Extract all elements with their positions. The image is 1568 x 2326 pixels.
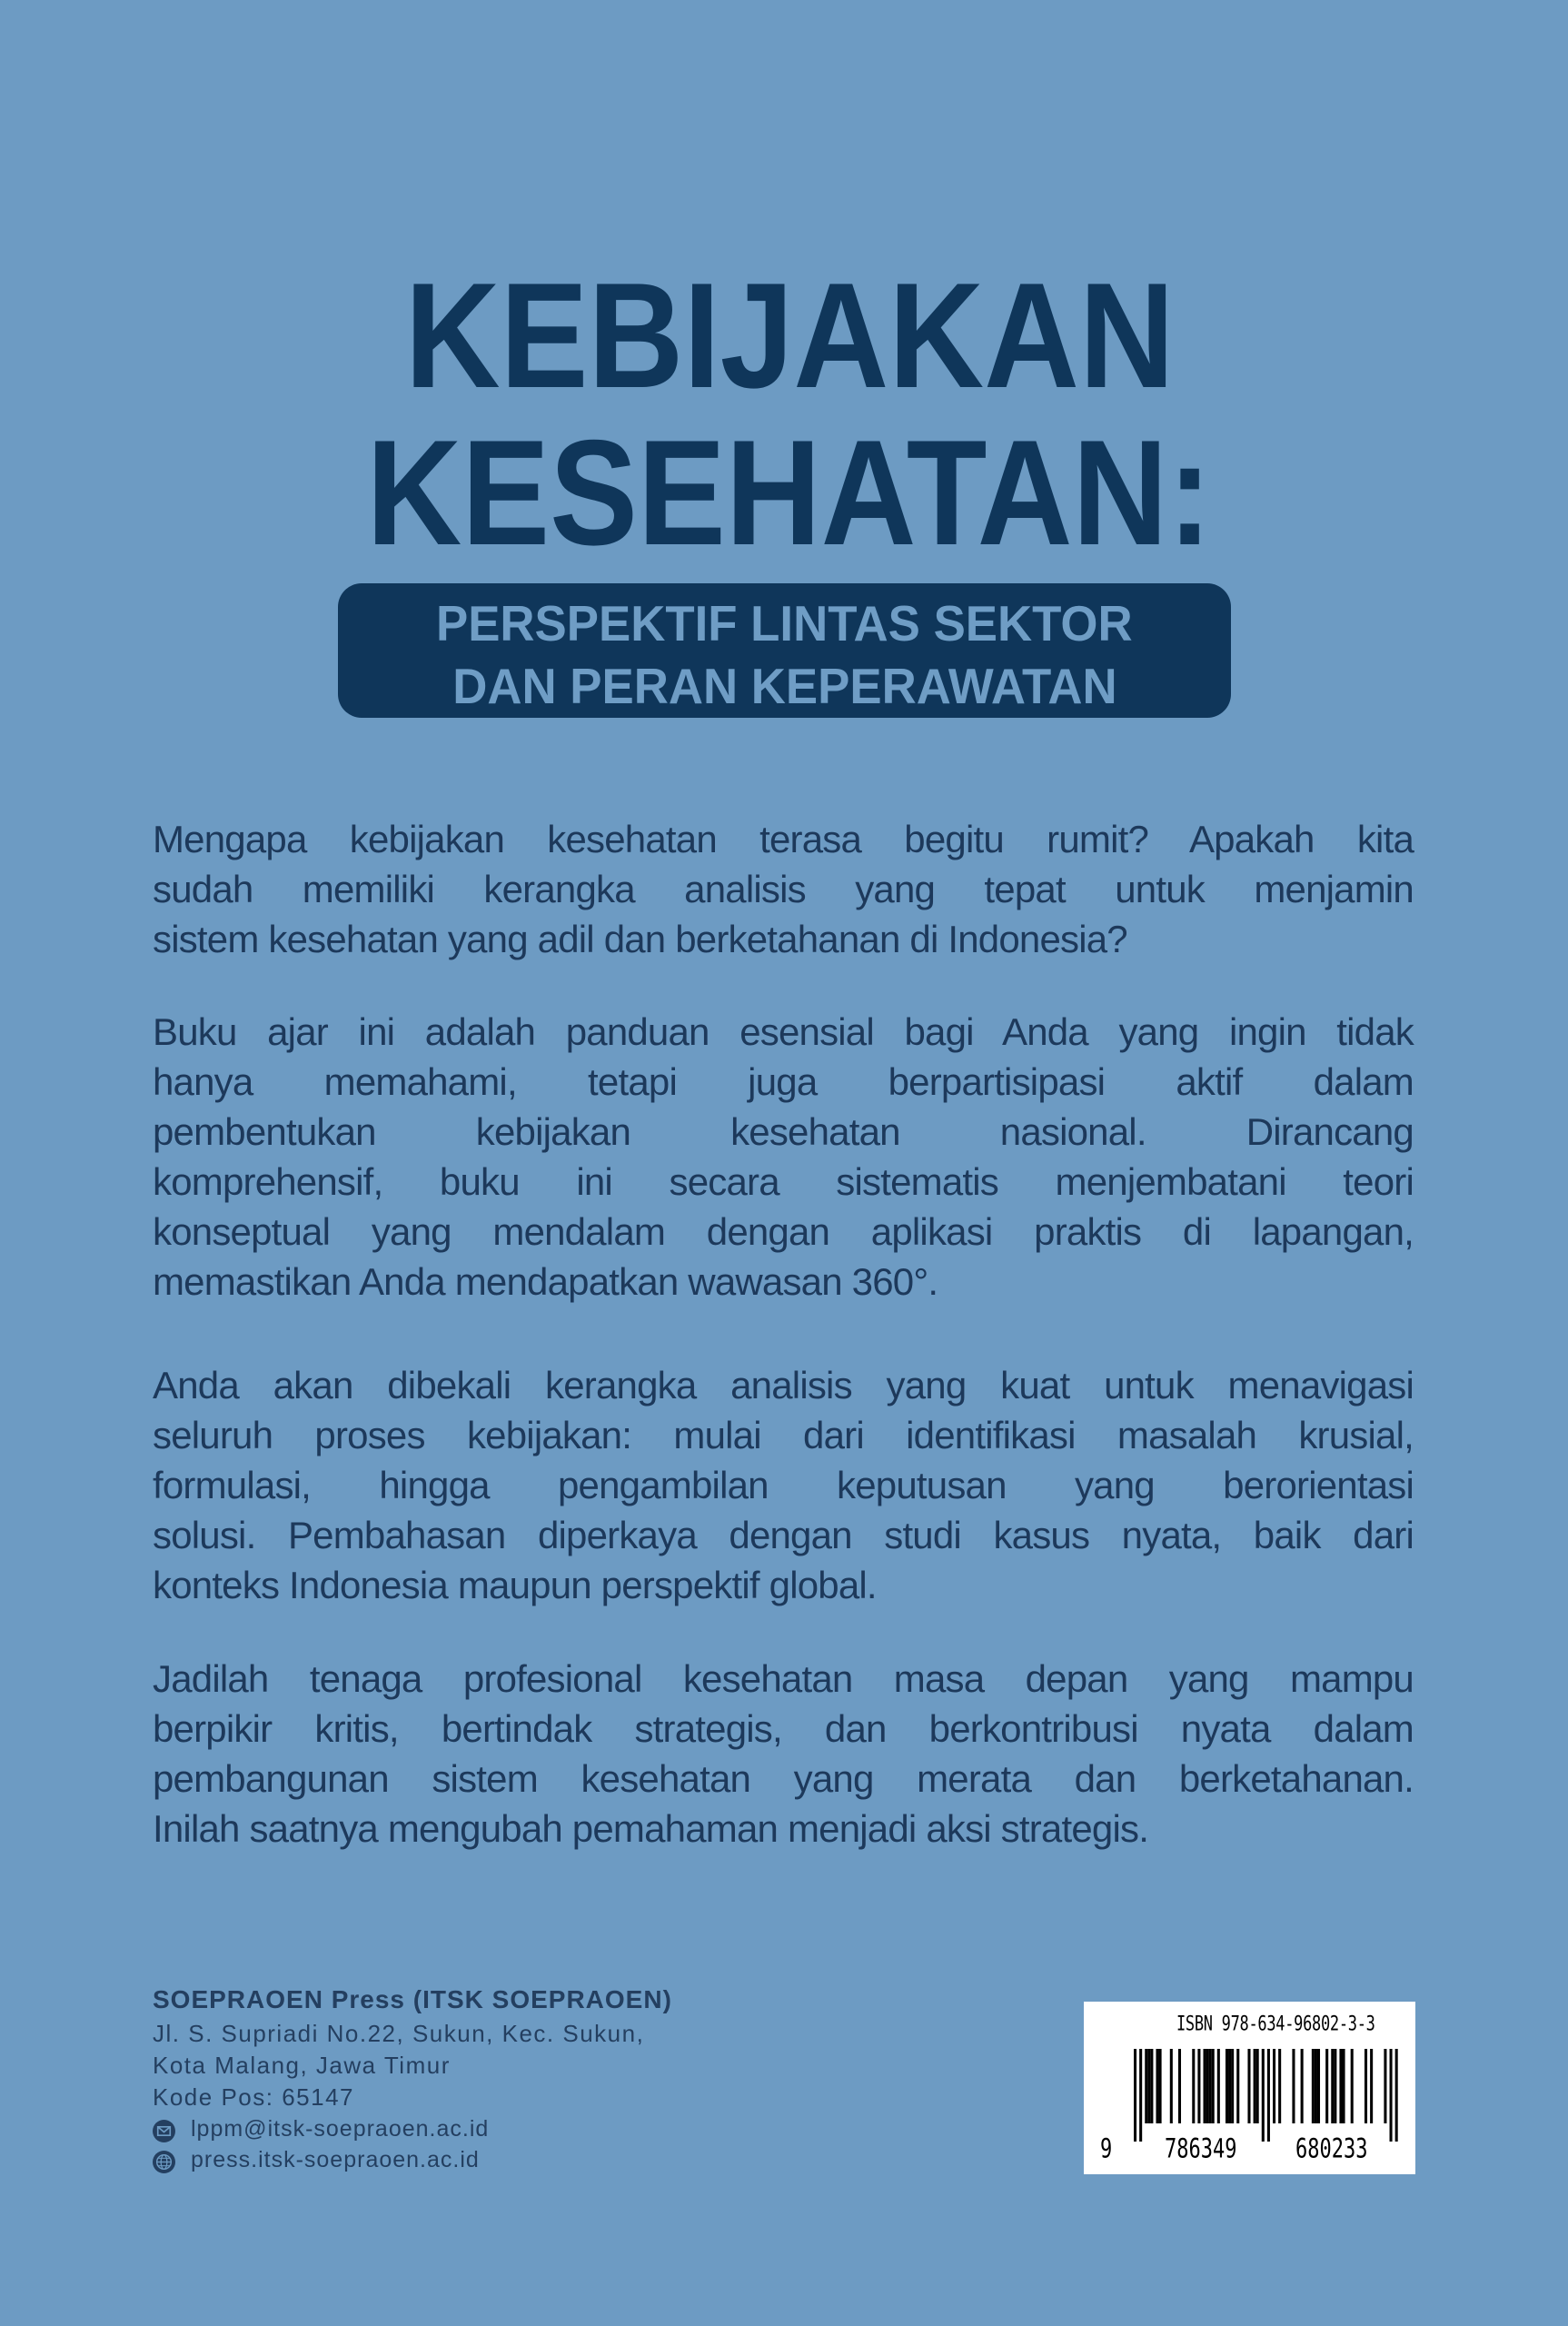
barcode-bar <box>1197 2049 1200 2123</box>
text-line: hanya memahami, tetapi juga berpartisipasi aktif dalam <box>153 1060 1414 1103</box>
barcode-bar <box>1228 2049 1231 2123</box>
text-line: Buku ajar ini adalah panduan esensial bagi Anda yang ingin tidak <box>153 1010 1414 1053</box>
envelope-icon <box>153 2120 175 2142</box>
barcode-bar <box>1192 2049 1195 2123</box>
barcode-bar <box>1292 2049 1295 2123</box>
barcode-bar <box>1236 2049 1239 2123</box>
text-line: sistem kesehatan yang adil dan berketahanan di Indonesia? <box>153 918 1127 960</box>
barcode-bar <box>1384 2049 1386 2123</box>
isbn-label: ISBN 978-634-96802-3-3 <box>1176 2013 1375 2036</box>
text-line: pembangunan sistem kesehatan yang merata dan berketahanan. <box>153 1757 1414 1800</box>
barcode-bar <box>1178 2049 1181 2123</box>
subtitle-text-2: DAN PERAN KEPERAWATAN <box>452 658 1117 714</box>
barcode-bar <box>1209 2049 1212 2123</box>
barcode-guard-bar <box>1134 2049 1136 2142</box>
barcode-bar <box>1247 2049 1250 2123</box>
barcode-bar <box>1315 2049 1317 2123</box>
barcode-bar <box>1254 2049 1256 2123</box>
blurb-paragraph-1 <box>153 814 1414 964</box>
blurb-paragraph-4 <box>153 1654 1414 1854</box>
barcode-bar <box>1147 2049 1150 2123</box>
text-line: sudah memiliki kerangka analisis yang tepat untuk menjamin <box>153 868 1414 910</box>
barcode-bar <box>1278 2049 1281 2123</box>
barcode-bar <box>1273 2049 1275 2123</box>
barcode-bar <box>1312 2049 1315 2123</box>
barcode-bar <box>1334 2049 1336 2123</box>
barcode-bar <box>1212 2049 1215 2123</box>
text-line: komprehensif, buku ini secara sistematis menjembatani teori <box>153 1160 1414 1203</box>
barcode-bar <box>1331 2049 1334 2123</box>
barcode-bar <box>1325 2049 1328 2123</box>
publisher-name: SOEPRAOEN Press (ITSK SOEPRAOEN) <box>153 1985 672 2013</box>
globe-icon <box>153 2151 175 2173</box>
barcode-right-digits: 680233 <box>1295 2134 1368 2165</box>
text-line: Mengapa kebijakan kesehatan terasa begitu rumit? Apakah kita <box>153 818 1414 860</box>
barcode-guard-bar <box>1139 2049 1142 2142</box>
subtitle-banner <box>338 583 1231 718</box>
barcode-bar <box>1231 2049 1234 2123</box>
text-line: konteks Indonesia maupun perspektif global. <box>153 1564 877 1606</box>
barcode-guard-bar <box>1390 2049 1393 2142</box>
title-line-1 <box>0 252 1568 419</box>
text-line: memastikan Anda mendapatkan wawasan 360°. <box>153 1260 938 1303</box>
publisher-address-line-1: Jl. S. Supriadi No.22, Sukun, Kec. Sukun, <box>153 2020 645 2047</box>
text-line: formulasi, hingga pengambilan keputusan yang berorientasi <box>153 1464 1414 1506</box>
barcode-bar <box>1156 2049 1158 2123</box>
text-line: konseptual yang mendalam dengan aplikasi praktis di lapangan, <box>153 1210 1414 1253</box>
barcode-bar <box>1351 2049 1354 2123</box>
subtitle-text-1: PERSPEKTIF LINTAS SEKTOR <box>436 595 1133 651</box>
text-line: solusi. Pembahasan diperkaya dengan studi kasus nyata, baik dari <box>153 1514 1414 1556</box>
isbn-barcode <box>1084 2002 1415 2174</box>
barcode-bar <box>1370 2049 1373 2123</box>
text-line: seluruh proses kebijakan: mulai dari identifikasi masalah krusial, <box>153 1414 1414 1456</box>
barcode-bar <box>1170 2049 1173 2123</box>
barcode-left-digits: 786349 <box>1165 2134 1237 2165</box>
text-line: berpikir kritis, bertindak strategis, dan berkontribusi nyata dalam <box>153 1707 1414 1750</box>
barcode-guard-bar <box>1262 2049 1265 2142</box>
publisher-postal-code: Kode Pos: 65147 <box>153 2083 354 2111</box>
barcode-bar <box>1217 2049 1220 2123</box>
publisher-website-link[interactable]: press.itsk-soepraoen.ac.id <box>191 2147 480 2172</box>
text-line: Anda akan dibekali kerangka analisis yang kuat untuk menavigasi <box>153 1364 1414 1407</box>
barcode-bar <box>1343 2049 1345 2123</box>
barcode-bar <box>1256 2049 1259 2123</box>
barcode-bar <box>1301 2049 1304 2123</box>
title-line-2 <box>0 409 1568 576</box>
title-text-2: KESEHATAN: <box>366 409 1213 576</box>
barcode-bar <box>1150 2049 1153 2123</box>
subtitle-line-1 <box>338 596 1231 651</box>
barcode-bar <box>1206 2049 1209 2123</box>
blurb-paragraph-2 <box>153 1007 1414 1307</box>
barcode-first-digit: 9 <box>1100 2134 1113 2165</box>
barcode-bar <box>1317 2049 1320 2123</box>
publisher-address-line-2: Kota Malang, Jawa Timur <box>153 2052 451 2079</box>
barcode-bar <box>1159 2049 1162 2123</box>
barcode-bar <box>1365 2049 1367 2123</box>
title-text-1: KEBIJAKAN <box>404 252 1175 419</box>
blurb-paragraph-3 <box>153 1360 1414 1610</box>
text-line: Jadilah tenaga profesional kesehatan masa depan yang mampu <box>153 1657 1414 1700</box>
text-line: Inilah saatnya mengubah pemahaman menjadi aksi strategis. <box>153 1807 1149 1850</box>
subtitle-line-2 <box>338 659 1231 713</box>
barcode-bar <box>1145 2049 1147 2123</box>
publisher-email-link[interactable]: lppm@itsk-soepraoen.ac.id <box>191 2116 490 2142</box>
barcode-guard-bar <box>1395 2049 1398 2142</box>
barcode-guard-bar <box>1267 2049 1270 2142</box>
barcode-bar <box>1339 2049 1342 2123</box>
barcode-bar <box>1204 2049 1206 2123</box>
text-line: pembentukan kebijakan kesehatan nasional. Dirancang <box>153 1110 1414 1153</box>
barcode-bar <box>1226 2049 1228 2123</box>
